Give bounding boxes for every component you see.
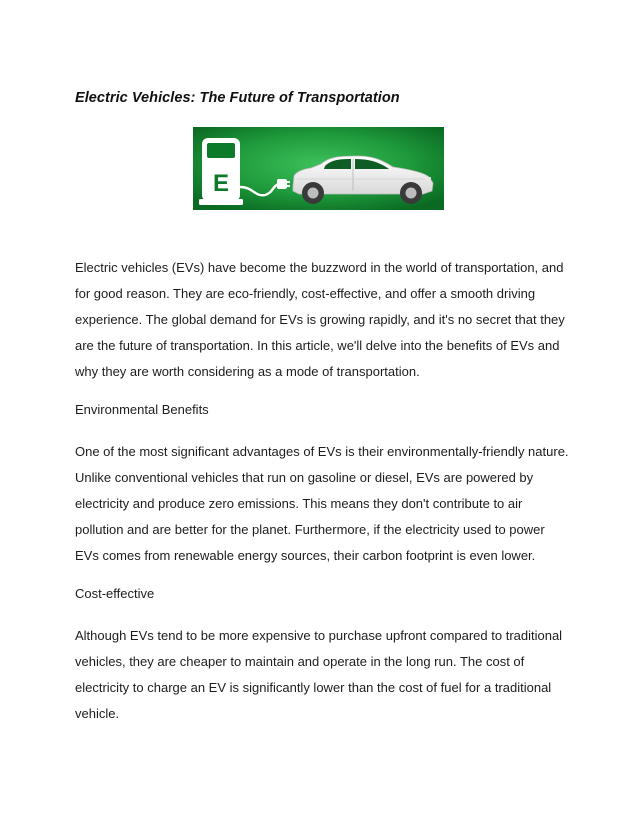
plug-icon [277,179,287,189]
ev-charging-car-icon [193,127,444,210]
pump-letter: E [212,170,230,197]
section-heading-cost: Cost-effective [75,586,155,601]
section-heading-environmental: Environmental Benefits [75,402,209,417]
page-title: Electric Vehicles: The Future of Transportation [75,90,400,106]
intro-paragraph: Electric vehicles (EVs) have become the buzzword in the world of transportation, and for good reason. They are eco-friendly, cost-effective, and offer a smooth driving experience. The global demand for EVs is growing rapidly, and it's no secret that they are the future of transportation. In this article, we'll delve into the benefits of EVs and why they are worth considering as a mode of transportation. [75,260,565,379]
article-body [75,255,570,727]
hero-image [193,127,444,210]
charging-pump-icon [199,138,243,205]
environmental-paragraph: One of the most significant advantages of EVs is their environmentally-friendly nature. Unlike conventional vehicles that run on gasoline or diesel, EVs are powered by electricity and produce zero emissions. This means they don't contribute to air pollution and are better for the planet. Furthermore, if the electricity used to power EVs comes from renewable energy sources, their carbon footprint is even lower. [75,444,569,563]
cost-paragraph: Although EVs tend to be more expensive to purchase upfront compared to traditional vehicles, they are cheaper to maintain and operate in the long run. The cost of electricity to charge an EV is significantly lower than the cost of fuel for a traditional vehicle. [75,628,563,721]
